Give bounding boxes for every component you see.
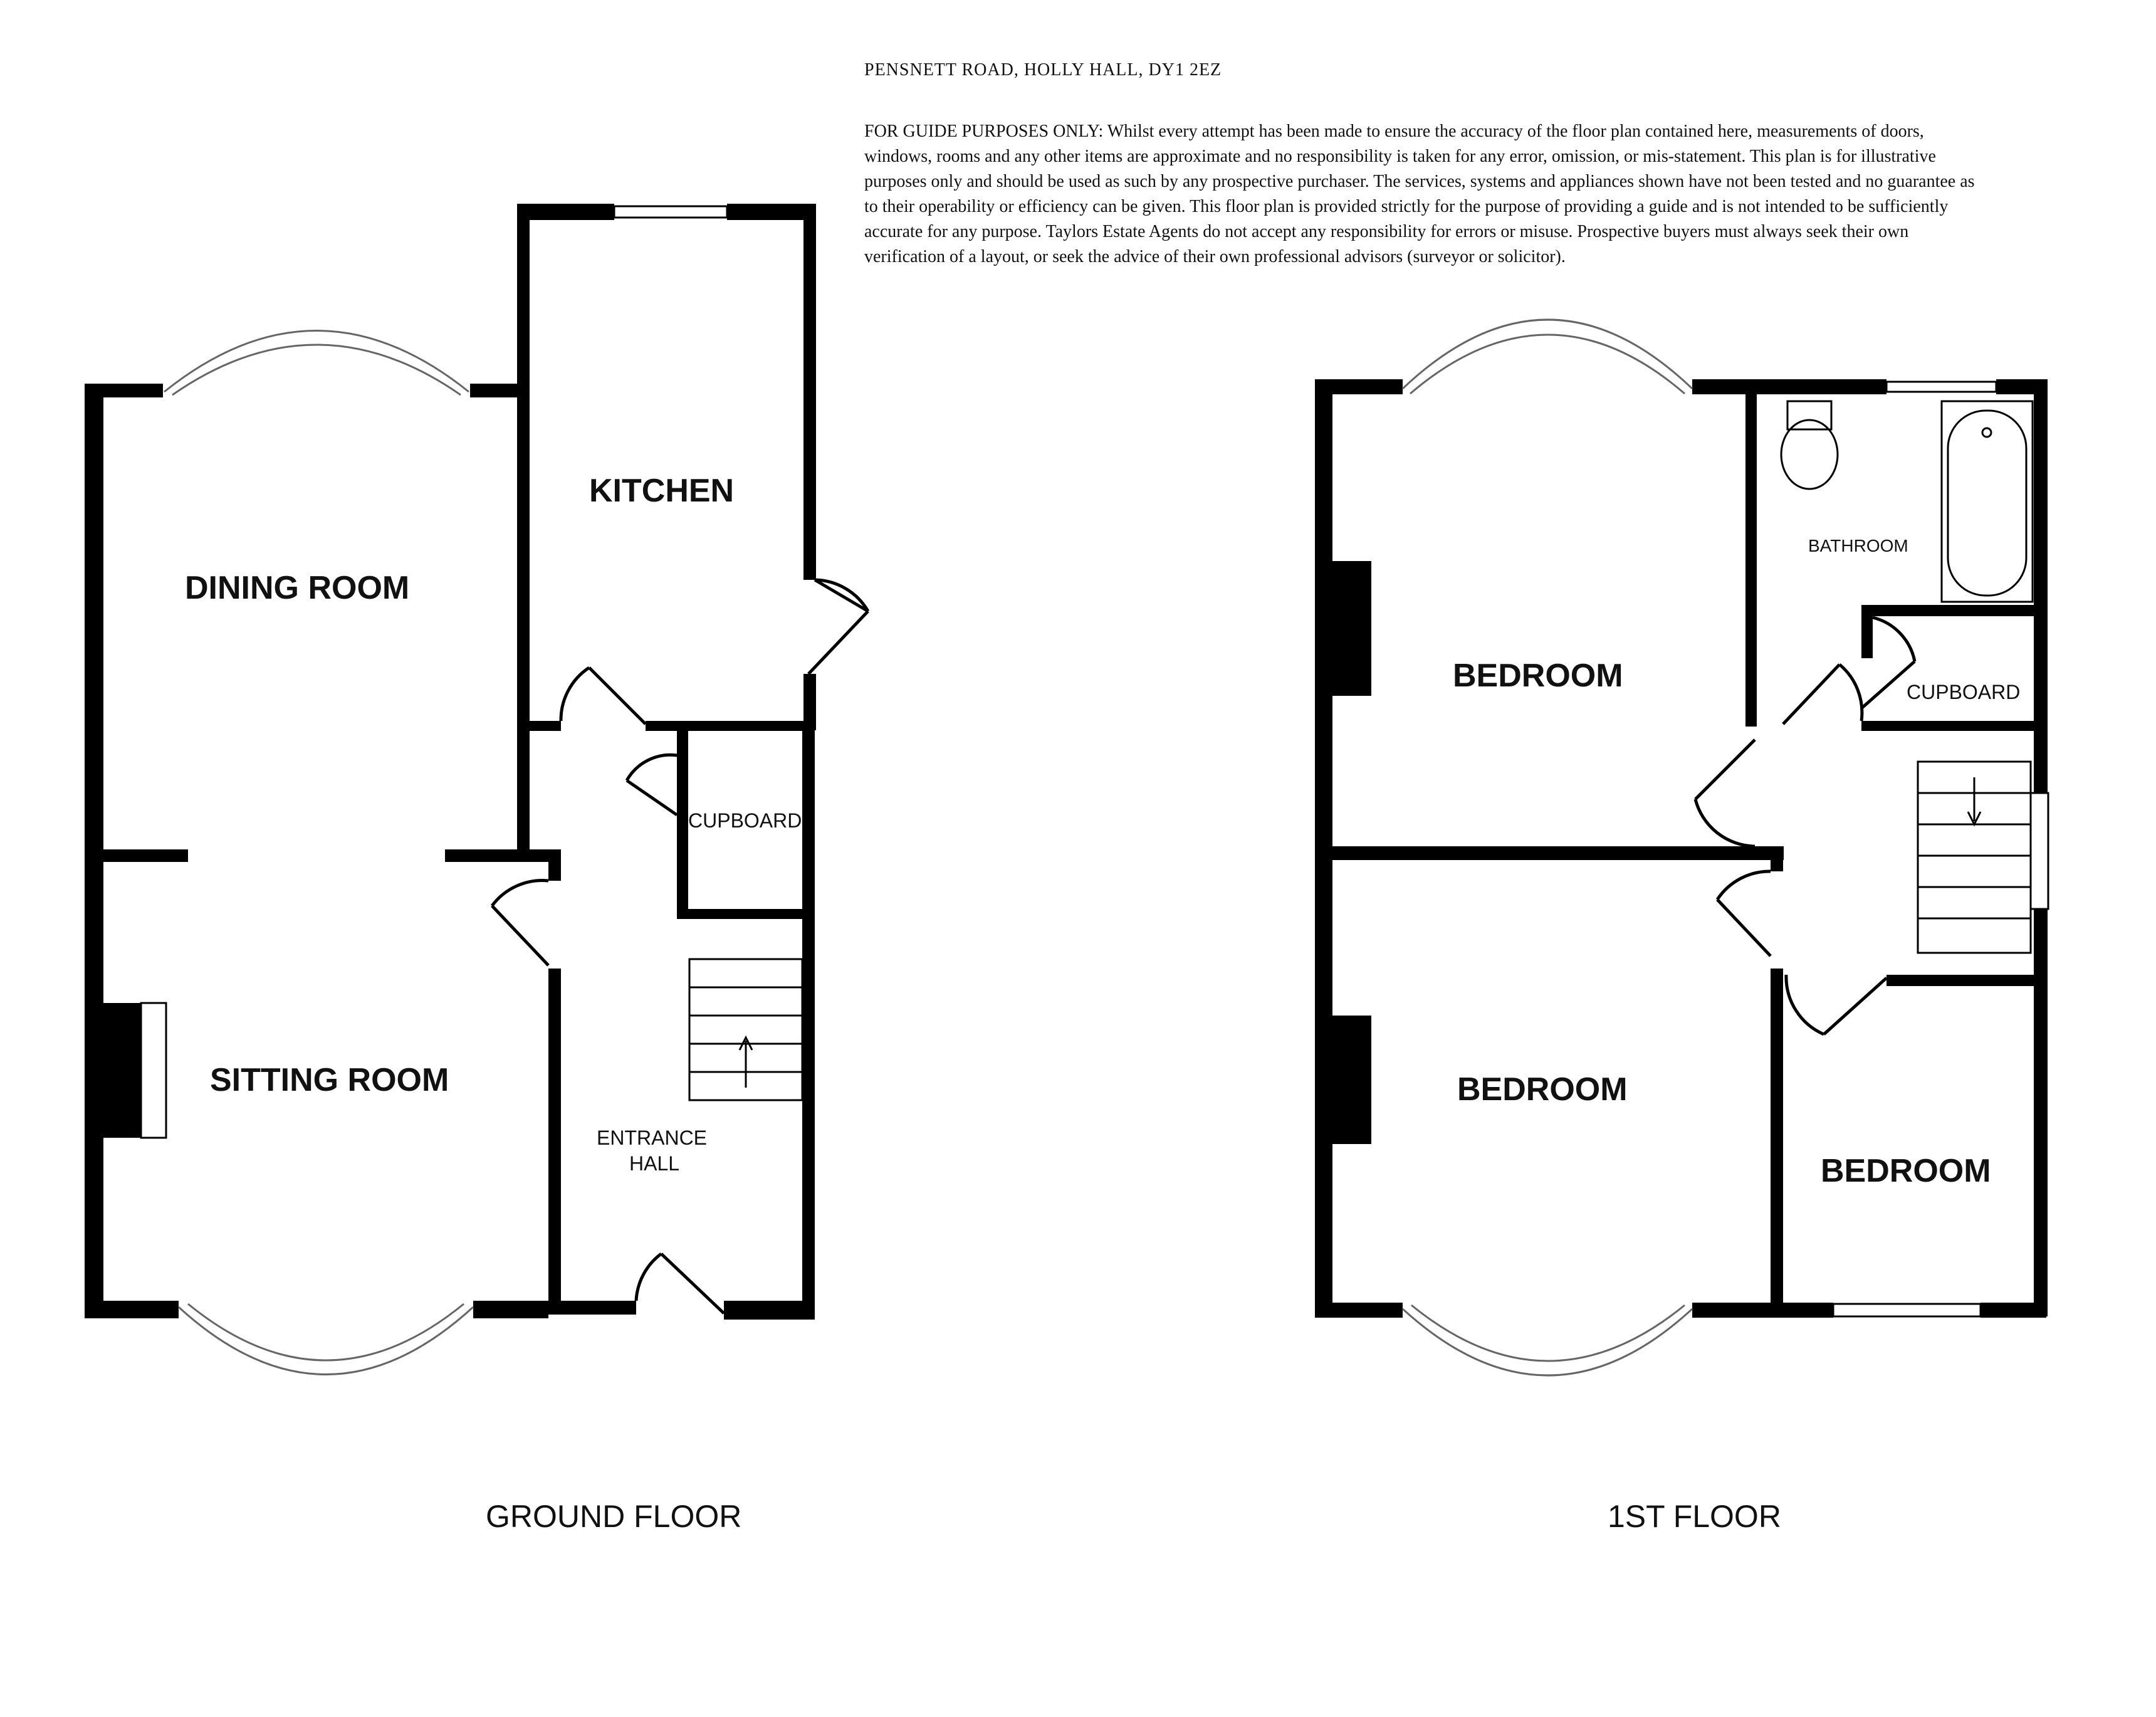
- label-sitting-room: SITTING ROOM: [210, 1062, 449, 1098]
- label-ff-cupboard: CUPBOARD: [1907, 681, 2021, 703]
- kitchen-wall-bottom: [646, 721, 810, 731]
- kitchen-wall-right: [803, 204, 816, 580]
- dining-bay-window-outer: [164, 331, 469, 392]
- hall-wall-right: [802, 727, 815, 1313]
- bath-inner-icon: [1948, 411, 2026, 596]
- sitting-wall-right-upper: [548, 849, 561, 881]
- dining-sitting-divider-left: [103, 849, 188, 862]
- kitchen-door-leaf: [808, 611, 868, 674]
- label-dining-room: DINING ROOM: [185, 570, 410, 606]
- hall-wall-bottom-right: [724, 1301, 815, 1320]
- kitchen-window: [614, 206, 727, 218]
- sitting-wall-bottom-left: [85, 1301, 179, 1318]
- ff-rear-bay-inner: [1410, 335, 1685, 394]
- label-first-floor: 1ST FLOOR: [1608, 1499, 1781, 1534]
- ff-landing-stub: [1771, 846, 1783, 871]
- ff-wall-right-lower: [2034, 909, 2048, 1316]
- disclaimer-text: FOR GUIDE PURPOSES ONLY: Whilst every attempt has been made to ensure the accuracy of the floor plan contained here, measurements of doors, windows, rooms and any other items are approximate and no responsibility is taken for any error, omission, or mis-statement. This plan is for illustrative purposes only and should be used as such by any prospective purchaser. The services, systems and appliances shown have not been tested and no guarantee as to their operability or efficiency can be given. This floor plan is provided strictly for the purpose of providing a guide and is not intended to be sufficiently accurate for any purpose. Taylors Estate Agents do not accept any responsibility for errors or misuse. Prospective buyers must always seek their own verification of a layout, or seek the advice of their own professional advisors (surveyor or solicitor).: [864, 122, 1975, 266]
- ground-stairs: [689, 959, 802, 1100]
- ff-landing-window: [2031, 793, 2048, 909]
- label-entrance: ENTRANCE: [597, 1126, 708, 1149]
- ff-rear-bay-outer: [1403, 320, 1692, 389]
- bath-outer: [1942, 401, 2033, 602]
- kitchen-wall-left: [517, 204, 530, 849]
- label-ff-rear-bedroom: BEDROOM: [1453, 658, 1623, 694]
- cupboard-wall-left: [677, 730, 688, 918]
- ff-wall-bottom-right-b: [1981, 1303, 2046, 1318]
- ff-front-bay-outer: [1403, 1309, 1692, 1375]
- first-floor-plan: [1315, 320, 2048, 1534]
- ff-chimney-upper: [1332, 561, 1371, 696]
- ff-bathroom-fittings: [1781, 401, 2033, 602]
- kitchen-wall-right-lower: [803, 674, 816, 730]
- ff-small-bedroom-door: [1786, 975, 1886, 1034]
- kitchen-back-door: [815, 580, 868, 611]
- dining-wall-left: [85, 384, 103, 1311]
- ff-cupboard-wall-bottom: [1861, 721, 2034, 731]
- sitting-hearth: [141, 1003, 166, 1138]
- ff-small-bedroom-window: [1833, 1304, 1981, 1316]
- kitchen-hall-door: [561, 668, 646, 724]
- cupboard-wall-bottom: [677, 909, 808, 919]
- property-address: PENSNETT ROAD, HOLLY HALL, DY1 2EZ: [864, 60, 1222, 80]
- dining-bay-window-inner: [172, 345, 461, 395]
- ff-bathroom-wall-left: [1745, 394, 1757, 727]
- kitchen-wall-bottom-left: [530, 721, 561, 731]
- sitting-fireplace: [103, 1003, 141, 1138]
- label-kitchen: KITCHEN: [589, 473, 735, 509]
- dining-wall-top-right: [470, 384, 520, 397]
- ff-wall-bottom-left: [1315, 1303, 1403, 1318]
- label-ground-floor: GROUND FLOOR: [486, 1499, 742, 1534]
- cupboard-door: [627, 755, 677, 815]
- kitchen-wall-top-left: [517, 204, 614, 220]
- sitting-wall-bottom-right: [473, 1301, 548, 1318]
- ff-front-bedroom-door: [1717, 871, 1771, 956]
- dining-wall-top-left: [85, 384, 163, 397]
- ff-small-bedroom-wall-left: [1771, 969, 1783, 1316]
- ff-rear-bedroom-door: [1695, 740, 1755, 846]
- bath-plug-icon: [1982, 428, 1991, 437]
- label-bathroom: BATHROOM: [1808, 536, 1908, 555]
- ff-bathroom-door: [1783, 664, 1862, 724]
- ff-stairs: [1918, 762, 2031, 953]
- ff-cupboard-wall-left: [1861, 605, 1873, 658]
- ff-bathroom-wall-bottom: [1861, 605, 2034, 616]
- ff-wall-left: [1315, 379, 1332, 1316]
- label-ff-front-bedroom: BEDROOM: [1457, 1071, 1628, 1108]
- ff-wall-top-left: [1315, 379, 1403, 394]
- label-ff-small-bedroom: BEDROOM: [1821, 1153, 1991, 1189]
- sitting-bay-window-outer: [179, 1307, 473, 1375]
- ff-bathroom-window: [1886, 382, 1996, 392]
- sitting-room-door: [492, 881, 548, 965]
- sitting-bay-window-inner: [188, 1304, 464, 1360]
- label-hall: HALL: [629, 1152, 680, 1175]
- kitchen-wall-top-right: [727, 204, 815, 220]
- ff-front-bay-inner: [1411, 1305, 1685, 1361]
- ff-wall-bottom-right-a: [1783, 1303, 1833, 1318]
- ff-wall-top-mid: [1692, 379, 1886, 394]
- sitting-wall-right: [548, 969, 561, 1310]
- ff-bedroom-divider: [1332, 846, 1784, 860]
- label-ground-cupboard: CUPBOARD: [688, 809, 802, 832]
- front-door: [636, 1254, 724, 1313]
- dining-sitting-divider-right: [445, 849, 555, 862]
- hall-wall-bottom-left: [548, 1301, 636, 1315]
- ff-chimney-lower: [1332, 1016, 1371, 1144]
- ff-small-bedroom-wall-top: [1886, 975, 2034, 986]
- ground-floor-plan: [85, 204, 868, 1534]
